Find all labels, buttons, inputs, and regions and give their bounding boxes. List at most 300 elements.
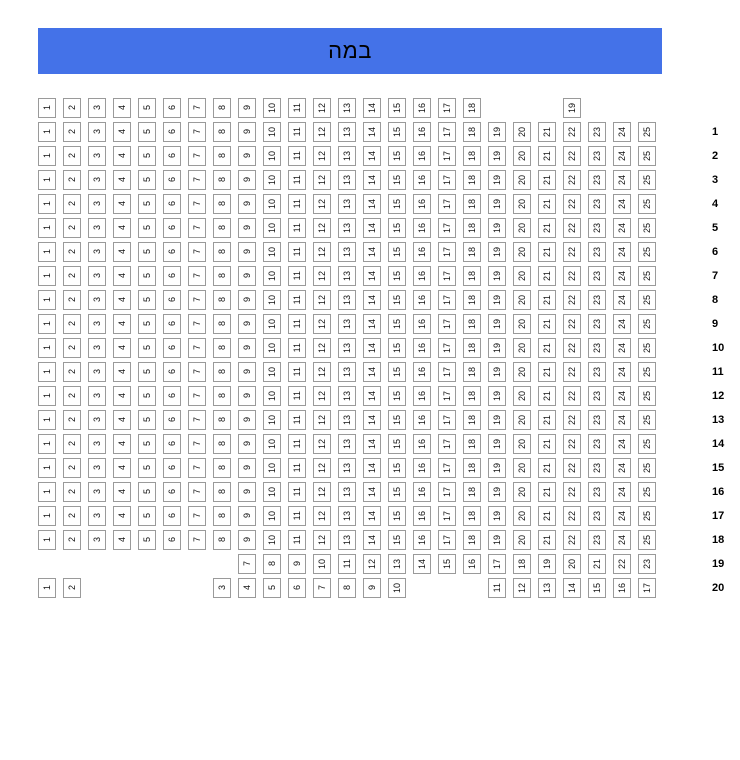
seat[interactable]	[338, 146, 356, 166]
seat[interactable]	[263, 290, 281, 310]
seat[interactable]	[138, 218, 156, 238]
seat[interactable]	[63, 530, 81, 550]
seat[interactable]	[163, 314, 181, 334]
seat[interactable]	[363, 410, 381, 430]
seat[interactable]	[538, 242, 556, 262]
seat[interactable]	[613, 506, 631, 526]
seat[interactable]	[438, 218, 456, 238]
seat[interactable]	[463, 554, 481, 574]
seat[interactable]	[513, 482, 531, 502]
seat[interactable]	[638, 146, 656, 166]
seat[interactable]	[263, 146, 281, 166]
seat[interactable]	[213, 386, 231, 406]
seat[interactable]	[138, 506, 156, 526]
seat[interactable]	[38, 578, 56, 598]
seat[interactable]	[263, 530, 281, 550]
seat[interactable]	[88, 530, 106, 550]
seat[interactable]	[188, 530, 206, 550]
seat[interactable]	[138, 194, 156, 214]
seat[interactable]	[338, 218, 356, 238]
seat[interactable]	[88, 314, 106, 334]
seat[interactable]	[463, 338, 481, 358]
seat[interactable]	[488, 554, 506, 574]
seat[interactable]	[588, 122, 606, 142]
seat[interactable]	[113, 218, 131, 238]
seat[interactable]	[38, 170, 56, 190]
seat[interactable]	[638, 314, 656, 334]
seat[interactable]	[638, 386, 656, 406]
seat[interactable]	[563, 314, 581, 334]
seat[interactable]	[138, 458, 156, 478]
seat[interactable]	[588, 314, 606, 334]
seat[interactable]	[88, 290, 106, 310]
seat[interactable]	[338, 482, 356, 502]
seat[interactable]	[163, 530, 181, 550]
seat[interactable]	[163, 194, 181, 214]
seat[interactable]	[288, 146, 306, 166]
seat[interactable]	[238, 218, 256, 238]
seat[interactable]	[613, 578, 631, 598]
seat[interactable]	[513, 218, 531, 238]
seat[interactable]	[338, 578, 356, 598]
seat[interactable]	[388, 554, 406, 574]
seat[interactable]	[63, 266, 81, 286]
seat[interactable]	[563, 530, 581, 550]
seat[interactable]	[463, 362, 481, 382]
seat[interactable]	[438, 314, 456, 334]
seat[interactable]	[263, 242, 281, 262]
seat[interactable]	[38, 410, 56, 430]
seat[interactable]	[638, 122, 656, 142]
seat[interactable]	[163, 482, 181, 502]
seat[interactable]	[413, 170, 431, 190]
seat[interactable]	[563, 362, 581, 382]
seat[interactable]	[213, 194, 231, 214]
seat[interactable]	[113, 362, 131, 382]
seat[interactable]	[238, 434, 256, 454]
seat[interactable]	[538, 362, 556, 382]
seat[interactable]	[438, 386, 456, 406]
seat[interactable]	[113, 386, 131, 406]
seat[interactable]	[313, 482, 331, 502]
seat[interactable]	[113, 242, 131, 262]
seat[interactable]	[113, 338, 131, 358]
seat[interactable]	[238, 362, 256, 382]
seat[interactable]	[238, 458, 256, 478]
seat[interactable]	[563, 194, 581, 214]
seat[interactable]	[638, 170, 656, 190]
seat[interactable]	[563, 266, 581, 286]
seat[interactable]	[563, 554, 581, 574]
seat[interactable]	[238, 98, 256, 118]
seat[interactable]	[438, 290, 456, 310]
seat[interactable]	[588, 218, 606, 238]
seat[interactable]	[338, 338, 356, 358]
seat[interactable]	[388, 338, 406, 358]
seat[interactable]	[638, 578, 656, 598]
seat[interactable]	[88, 338, 106, 358]
seat[interactable]	[438, 170, 456, 190]
seat[interactable]	[288, 458, 306, 478]
seat[interactable]	[413, 266, 431, 286]
seat[interactable]	[488, 410, 506, 430]
seat[interactable]	[88, 122, 106, 142]
seat[interactable]	[588, 458, 606, 478]
seat[interactable]	[113, 314, 131, 334]
seat[interactable]	[213, 266, 231, 286]
seat[interactable]	[538, 122, 556, 142]
seat[interactable]	[613, 530, 631, 550]
seat[interactable]	[388, 314, 406, 334]
seat[interactable]	[588, 194, 606, 214]
seat[interactable]	[213, 458, 231, 478]
seat[interactable]	[463, 290, 481, 310]
seat[interactable]	[363, 314, 381, 334]
seat[interactable]	[588, 530, 606, 550]
seat[interactable]	[313, 218, 331, 238]
seat[interactable]	[463, 434, 481, 454]
seat[interactable]	[113, 410, 131, 430]
seat[interactable]	[63, 314, 81, 334]
seat[interactable]	[488, 458, 506, 478]
seat[interactable]	[463, 482, 481, 502]
seat[interactable]	[163, 146, 181, 166]
seat[interactable]	[413, 410, 431, 430]
seat[interactable]	[263, 122, 281, 142]
seat[interactable]	[488, 482, 506, 502]
seat[interactable]	[88, 458, 106, 478]
seat[interactable]	[263, 554, 281, 574]
seat[interactable]	[63, 506, 81, 526]
seat[interactable]	[438, 338, 456, 358]
seat[interactable]	[38, 530, 56, 550]
seat[interactable]	[188, 170, 206, 190]
seat[interactable]	[388, 530, 406, 550]
seat[interactable]	[288, 386, 306, 406]
seat[interactable]	[513, 434, 531, 454]
seat[interactable]	[438, 506, 456, 526]
seat[interactable]	[88, 266, 106, 286]
seat[interactable]	[238, 170, 256, 190]
seat[interactable]	[463, 386, 481, 406]
seat[interactable]	[563, 170, 581, 190]
seat[interactable]	[188, 506, 206, 526]
seat[interactable]	[213, 506, 231, 526]
seat[interactable]	[588, 170, 606, 190]
seat[interactable]	[413, 194, 431, 214]
seat[interactable]	[613, 458, 631, 478]
seat[interactable]	[438, 554, 456, 574]
seat[interactable]	[538, 218, 556, 238]
seat[interactable]	[213, 530, 231, 550]
seat[interactable]	[313, 146, 331, 166]
seat[interactable]	[288, 98, 306, 118]
seat[interactable]	[313, 554, 331, 574]
seat[interactable]	[513, 170, 531, 190]
seat[interactable]	[288, 290, 306, 310]
seat[interactable]	[213, 218, 231, 238]
seat[interactable]	[113, 482, 131, 502]
seat[interactable]	[263, 194, 281, 214]
seat[interactable]	[163, 122, 181, 142]
seat[interactable]	[638, 362, 656, 382]
seat[interactable]	[213, 338, 231, 358]
seat[interactable]	[563, 578, 581, 598]
seat[interactable]	[38, 482, 56, 502]
seat[interactable]	[213, 98, 231, 118]
seat[interactable]	[363, 122, 381, 142]
seat[interactable]	[213, 314, 231, 334]
seat[interactable]	[38, 98, 56, 118]
seat[interactable]	[363, 506, 381, 526]
seat[interactable]	[563, 410, 581, 430]
seat[interactable]	[413, 554, 431, 574]
seat[interactable]	[463, 314, 481, 334]
seat[interactable]	[513, 458, 531, 478]
seat[interactable]	[413, 362, 431, 382]
seat[interactable]	[263, 458, 281, 478]
seat[interactable]	[88, 410, 106, 430]
seat[interactable]	[563, 458, 581, 478]
seat[interactable]	[363, 530, 381, 550]
seat[interactable]	[438, 458, 456, 478]
seat[interactable]	[438, 410, 456, 430]
seat[interactable]	[88, 194, 106, 214]
seat[interactable]	[588, 146, 606, 166]
seat[interactable]	[113, 290, 131, 310]
seat[interactable]	[163, 98, 181, 118]
seat[interactable]	[188, 362, 206, 382]
seat[interactable]	[488, 266, 506, 286]
seat[interactable]	[638, 194, 656, 214]
seat[interactable]	[238, 482, 256, 502]
seat[interactable]	[163, 170, 181, 190]
seat[interactable]	[238, 314, 256, 334]
seat[interactable]	[588, 266, 606, 286]
seat[interactable]	[438, 146, 456, 166]
seat[interactable]	[613, 242, 631, 262]
seat[interactable]	[488, 242, 506, 262]
seat[interactable]	[213, 146, 231, 166]
seat[interactable]	[563, 482, 581, 502]
seat[interactable]	[163, 386, 181, 406]
seat[interactable]	[113, 434, 131, 454]
seat[interactable]	[413, 146, 431, 166]
seat[interactable]	[488, 146, 506, 166]
seat[interactable]	[263, 218, 281, 238]
seat[interactable]	[188, 194, 206, 214]
seat[interactable]	[538, 290, 556, 310]
seat[interactable]	[288, 506, 306, 526]
seat[interactable]	[588, 386, 606, 406]
seat[interactable]	[338, 98, 356, 118]
seat[interactable]	[88, 242, 106, 262]
seat[interactable]	[63, 218, 81, 238]
seat[interactable]	[363, 578, 381, 598]
seat[interactable]	[413, 242, 431, 262]
seat[interactable]	[563, 338, 581, 358]
seat[interactable]	[288, 218, 306, 238]
seat[interactable]	[588, 290, 606, 310]
seat[interactable]	[613, 314, 631, 334]
seat[interactable]	[38, 290, 56, 310]
seat[interactable]	[163, 218, 181, 238]
seat[interactable]	[288, 122, 306, 142]
seat[interactable]	[338, 386, 356, 406]
seat[interactable]	[488, 194, 506, 214]
seat[interactable]	[438, 482, 456, 502]
seat[interactable]	[513, 194, 531, 214]
seat[interactable]	[313, 578, 331, 598]
seat[interactable]	[338, 506, 356, 526]
seat[interactable]	[288, 266, 306, 286]
seat[interactable]	[313, 170, 331, 190]
seat[interactable]	[588, 338, 606, 358]
seat[interactable]	[388, 194, 406, 214]
seat[interactable]	[613, 170, 631, 190]
seat[interactable]	[63, 362, 81, 382]
seat[interactable]	[613, 338, 631, 358]
seat[interactable]	[263, 482, 281, 502]
seat[interactable]	[138, 386, 156, 406]
seat[interactable]	[513, 362, 531, 382]
seat[interactable]	[388, 506, 406, 526]
seat[interactable]	[63, 242, 81, 262]
seat[interactable]	[438, 242, 456, 262]
seat[interactable]	[638, 338, 656, 358]
seat[interactable]	[163, 506, 181, 526]
seat[interactable]	[238, 338, 256, 358]
seat[interactable]	[638, 554, 656, 574]
seat[interactable]	[363, 266, 381, 286]
seat[interactable]	[413, 314, 431, 334]
seat[interactable]	[388, 266, 406, 286]
seat[interactable]	[563, 98, 581, 118]
seat[interactable]	[538, 146, 556, 166]
seat[interactable]	[413, 218, 431, 238]
seat[interactable]	[138, 98, 156, 118]
seat[interactable]	[238, 242, 256, 262]
seat[interactable]	[63, 482, 81, 502]
seat[interactable]	[388, 386, 406, 406]
seat[interactable]	[613, 194, 631, 214]
seat[interactable]	[188, 314, 206, 334]
seat[interactable]	[313, 410, 331, 430]
seat[interactable]	[613, 218, 631, 238]
seat[interactable]	[88, 386, 106, 406]
seat[interactable]	[488, 122, 506, 142]
seat[interactable]	[263, 314, 281, 334]
seat[interactable]	[613, 434, 631, 454]
seat[interactable]	[588, 362, 606, 382]
seat[interactable]	[463, 530, 481, 550]
seat[interactable]	[163, 290, 181, 310]
seat[interactable]	[113, 458, 131, 478]
seat[interactable]	[163, 434, 181, 454]
seat[interactable]	[388, 410, 406, 430]
seat[interactable]	[463, 242, 481, 262]
seat[interactable]	[113, 170, 131, 190]
seat[interactable]	[613, 290, 631, 310]
seat[interactable]	[63, 290, 81, 310]
seat[interactable]	[488, 362, 506, 382]
seat[interactable]	[338, 290, 356, 310]
seat[interactable]	[163, 458, 181, 478]
seat[interactable]	[263, 338, 281, 358]
seat[interactable]	[613, 362, 631, 382]
seat[interactable]	[188, 410, 206, 430]
seat[interactable]	[63, 194, 81, 214]
seat[interactable]	[313, 194, 331, 214]
seat[interactable]	[588, 482, 606, 502]
seat[interactable]	[313, 266, 331, 286]
seat[interactable]	[138, 530, 156, 550]
seat[interactable]	[338, 242, 356, 262]
seat[interactable]	[38, 218, 56, 238]
seat[interactable]	[88, 146, 106, 166]
seat[interactable]	[413, 338, 431, 358]
seat[interactable]	[388, 434, 406, 454]
seat[interactable]	[188, 242, 206, 262]
seat[interactable]	[638, 434, 656, 454]
seat[interactable]	[388, 458, 406, 478]
seat[interactable]	[438, 122, 456, 142]
seat[interactable]	[463, 194, 481, 214]
seat[interactable]	[38, 386, 56, 406]
seat[interactable]	[213, 578, 231, 598]
seat[interactable]	[38, 242, 56, 262]
seat[interactable]	[438, 98, 456, 118]
seat[interactable]	[213, 434, 231, 454]
seat[interactable]	[263, 410, 281, 430]
seat[interactable]	[288, 530, 306, 550]
seat[interactable]	[563, 122, 581, 142]
seat[interactable]	[613, 554, 631, 574]
seat[interactable]	[63, 410, 81, 430]
seat[interactable]	[213, 122, 231, 142]
seat[interactable]	[538, 410, 556, 430]
seat[interactable]	[238, 386, 256, 406]
seat[interactable]	[388, 170, 406, 190]
seat[interactable]	[463, 122, 481, 142]
seat[interactable]	[288, 482, 306, 502]
seat[interactable]	[488, 218, 506, 238]
seat[interactable]	[563, 290, 581, 310]
seat[interactable]	[563, 242, 581, 262]
seat[interactable]	[513, 506, 531, 526]
seat[interactable]	[463, 98, 481, 118]
seat[interactable]	[513, 122, 531, 142]
seat[interactable]	[613, 146, 631, 166]
seat[interactable]	[213, 362, 231, 382]
seat[interactable]	[313, 98, 331, 118]
seat[interactable]	[638, 458, 656, 478]
seat[interactable]	[188, 338, 206, 358]
seat[interactable]	[263, 266, 281, 286]
seat[interactable]	[213, 290, 231, 310]
seat[interactable]	[513, 554, 531, 574]
seat[interactable]	[88, 98, 106, 118]
seat[interactable]	[413, 122, 431, 142]
seat[interactable]	[63, 170, 81, 190]
seat[interactable]	[238, 290, 256, 310]
seat[interactable]	[288, 314, 306, 334]
seat[interactable]	[188, 482, 206, 502]
seat[interactable]	[538, 170, 556, 190]
seat[interactable]	[288, 434, 306, 454]
seat[interactable]	[638, 530, 656, 550]
seat[interactable]	[638, 506, 656, 526]
